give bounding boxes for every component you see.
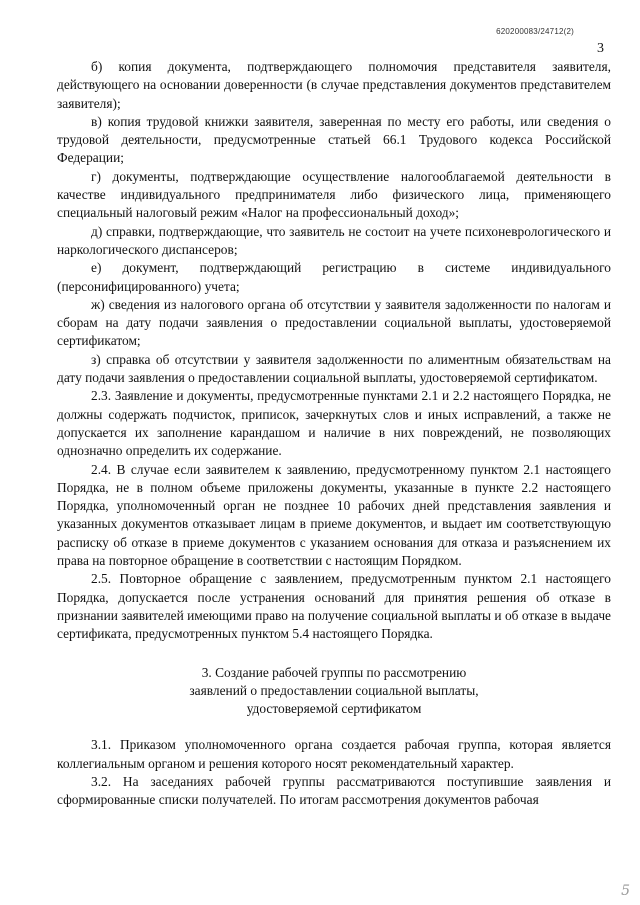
paragraph-2-3: 2.3. Заявление и документы, предусмотренные пунктами 2.1 и 2.2 настоящего Порядка, не должны содержать подчисток, приписок, зачеркнутых слов и иных исправлений, а также не допускается их заполнение карандашом и наличие в них повреждений, не позволяющих однозначно определить их содержание. bbox=[57, 388, 611, 459]
section-heading-line-2: заявлений о предоставлении социальной выплаты, bbox=[189, 682, 479, 698]
paragraph-z: з) справка об отсутствии у заявителя задолженности по алиментным обязательствам на дату подачи заявления о предоставлении социальной выплаты, удостоверяемой сертификатом. bbox=[57, 351, 611, 386]
document-body bbox=[57, 58, 611, 810]
corner-mark: 5 bbox=[621, 883, 630, 899]
paragraph-2-4: 2.4. В случае если заявителем к заявлению, предусмотренному пунктом 2.1 настоящего Порядка, не в полном объеме приложены документы, указанные в пункте 2.2 настоящего Порядка, уполномоченный орган не позднее 10 рабочих дней представления заявления и указанных документов отказывает лицам в приеме документов, и выдает им соответствующую расписку об отказе в приеме документов с указанием основания для отказа и разъяснением их права на повторное обращение в соответствии с настоящим Порядком. bbox=[57, 461, 611, 569]
section-heading-line-1: 3. Создание рабочей группы по рассмотрению bbox=[201, 664, 467, 680]
page-number: 3 bbox=[597, 41, 604, 56]
paragraph-zh: ж) сведения из налогового органа об отсутствии у заявителя задолженности по налогам и сборам на дату подачи заявления о предоставлении социальной выплаты, удостоверяемой сертификатом; bbox=[57, 296, 611, 349]
paragraph-e: е) документ, подтверждающий регистрацию в системе индивидуального (персонифицированного) учета; bbox=[57, 260, 611, 294]
paragraph-3-2: 3.2. На заседаниях рабочей группы рассматриваются поступившие заявления и сформированные списки получателей. По итогам рассмотрения документов рабочая bbox=[57, 773, 611, 808]
section-heading-line-3: удостоверяемой сертификатом bbox=[246, 701, 422, 717]
paragraph-g: г) документы, подтверждающие осуществление налогооблагаемой деятельности в качестве индивидуального предпринимателя либо физического лица, применяющего специальный налоговый режим «Налог на профессиональный доход»; bbox=[57, 168, 611, 221]
paragraph-b: б) копия документа, подтверждающего полномочия представителя заявителя, действующего на основании доверенности (в случае представления документов представителем заявителя); bbox=[57, 59, 611, 111]
paragraph-3-1: 3.1. Приказом уполномоченного органа создается рабочая группа, которая является коллегиальным органом и решения которого носят рекомендательный характер. bbox=[57, 737, 611, 771]
section-heading bbox=[57, 664, 611, 719]
paragraph-d: д) справки, подтверждающие, что заявитель не состоит на учете психоневрологического и наркологического диспансеров; bbox=[57, 223, 611, 257]
paragraph-v: в) копия трудовой книжки заявителя, заверенная по месту его работы, или сведения о трудовой деятельности, предусмотренные статьей 66.1 Трудового кодекса Российской Федерации; bbox=[57, 113, 611, 166]
paragraph-2-5: 2.5. Повторное обращение с заявлением, предусмотренным пунктом 2.1 настоящего Порядка, допускается после устранения оснований для принятия решения об отказе в признании заявителей имеющими право на получение социальной выплаты и об отказе в выдаче сертификата, предусмотренных пунктом 5.4 настоящего Порядка. bbox=[57, 571, 611, 642]
document-code: 620200083/24712(2) bbox=[496, 27, 574, 36]
